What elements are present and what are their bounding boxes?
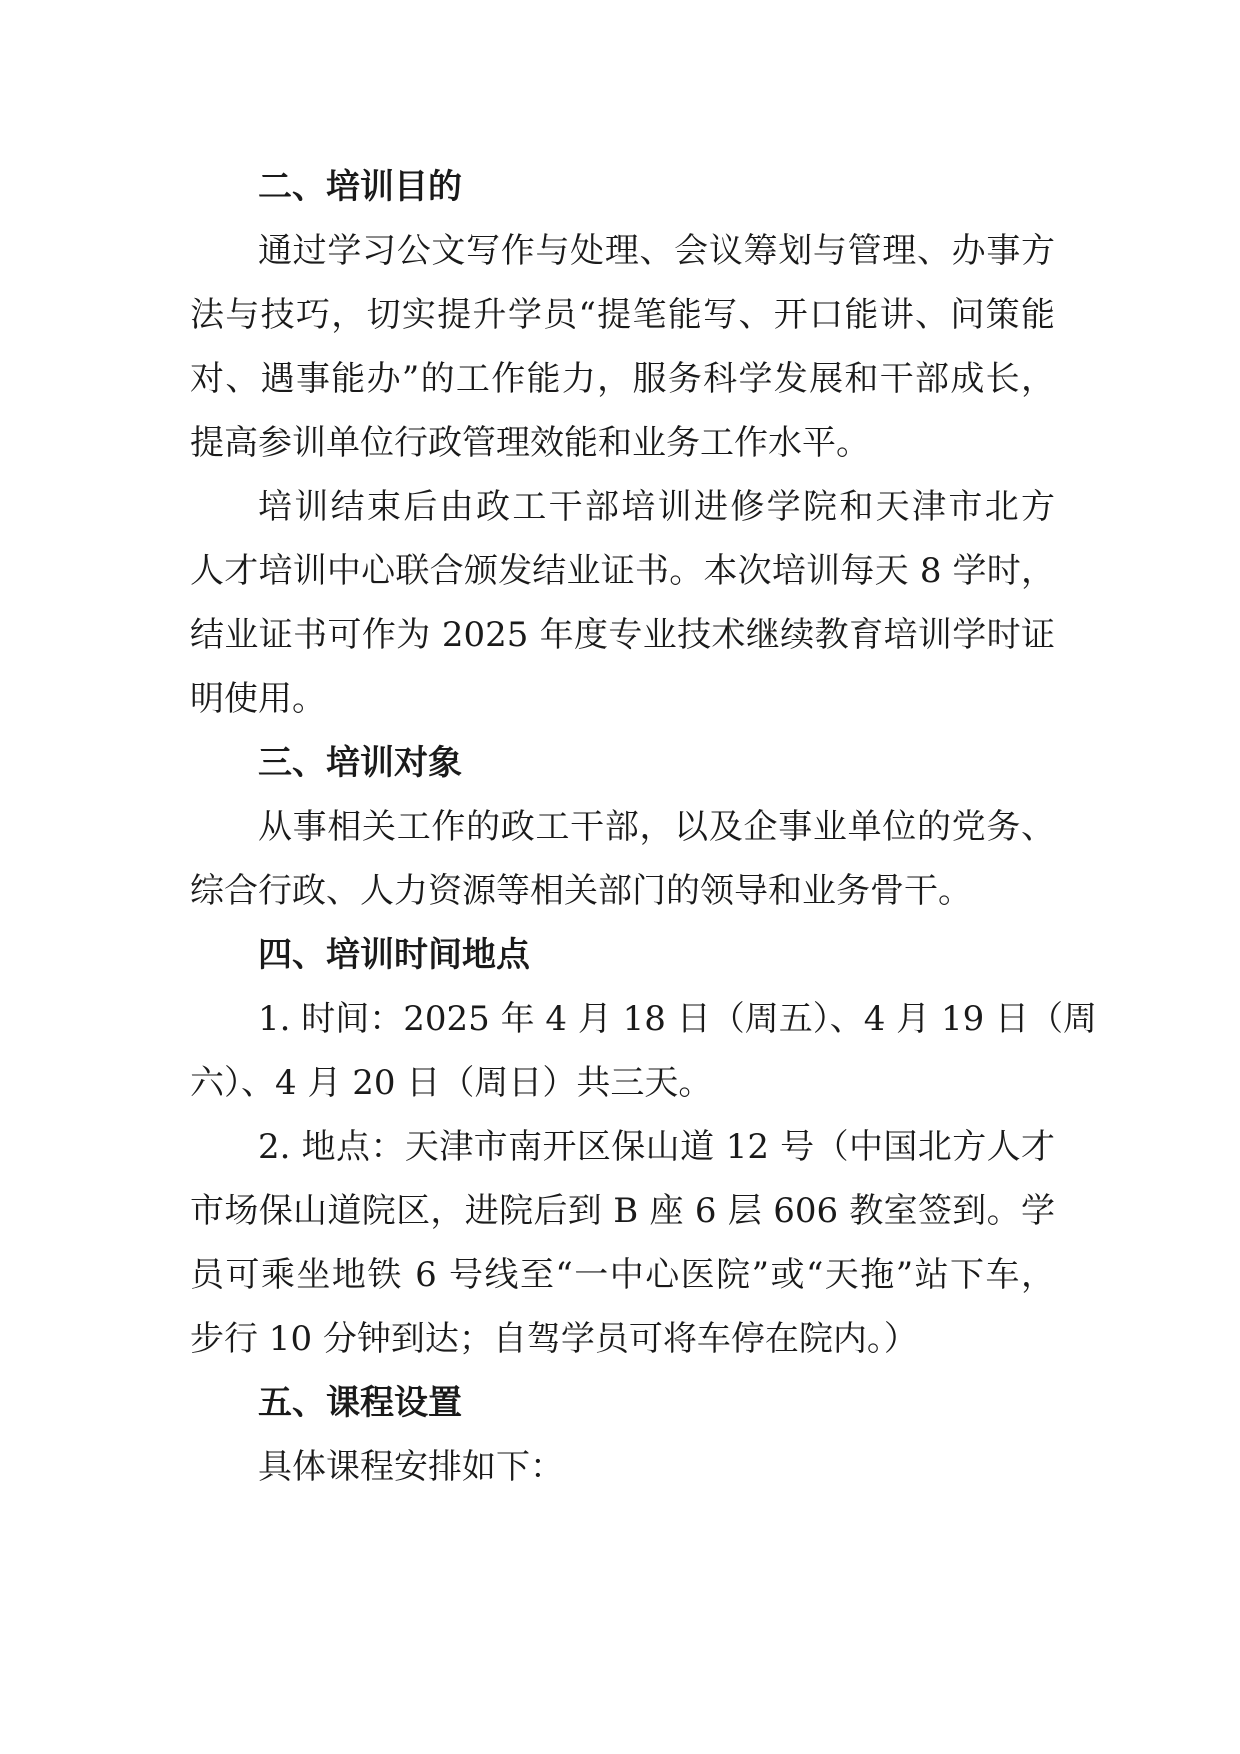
section-heading-purpose: 二、培训目的 <box>258 167 462 207</box>
text-line: 1. 时间：2025 年 4 月 18 日（周五）、4 月 19 日（周 <box>258 999 1098 1039</box>
document-body <box>190 155 1098 1499</box>
text-line: 提高参训单位行政管理效能和业务工作水平。 <box>190 423 870 463</box>
section-heading-audience: 三、培训对象 <box>258 743 462 783</box>
paragraph-time <box>190 987 1098 1115</box>
paragraph-certificate <box>190 475 1055 731</box>
text-line: 具体课程安排如下： <box>258 1447 564 1487</box>
paragraph-purpose <box>190 219 1055 475</box>
section-heading-courses: 五、课程设置 <box>258 1383 462 1423</box>
text-line: 2. 地点：天津市南开区保山道 12 号（中国北方人才 <box>258 1127 1055 1167</box>
text-line: 综合行政、人力资源等相关部门的领导和业务骨干。 <box>190 871 972 911</box>
text-line: 法与技巧，切实提升学员“提笔能写、开口能讲、问策能 <box>190 295 1055 335</box>
text-line: 通过学习公文写作与处理、会议筹划与管理、办事方 <box>258 231 1055 271</box>
text-line: 市场保山道院区，进院后到 B 座 6 层 606 教室签到。学 <box>190 1191 1055 1231</box>
section-heading-time-place: 四、培训时间地点 <box>258 935 530 975</box>
paragraph-audience <box>190 795 1055 923</box>
text-line: 员可乘坐地铁 6 号线至“一中心医院”或“天拖”站下车， <box>190 1255 1055 1295</box>
text-line: 对、遇事能办”的工作能力，服务科学发展和干部成长， <box>190 359 1055 399</box>
paragraph-courses <box>190 1435 1055 1499</box>
text-line: 六）、4 月 20 日（周日）共三天。 <box>190 1063 713 1103</box>
text-line: 结业证书可作为 2025 年度专业技术继续教育培训学时证 <box>190 615 1055 655</box>
text-line: 步行 10 分钟到达；自驾学员可将车停在院内。） <box>190 1319 918 1359</box>
text-line: 明使用。 <box>190 679 326 719</box>
text-line: 人才培训中心联合颁发结业证书。本次培训每天 8 学时， <box>190 551 1055 591</box>
text-line: 从事相关工作的政工干部，以及企事业单位的党务、 <box>258 807 1055 847</box>
paragraph-place <box>190 1115 1055 1371</box>
text-line: 培训结束后由政工干部培训进修学院和天津市北方 <box>258 487 1055 527</box>
